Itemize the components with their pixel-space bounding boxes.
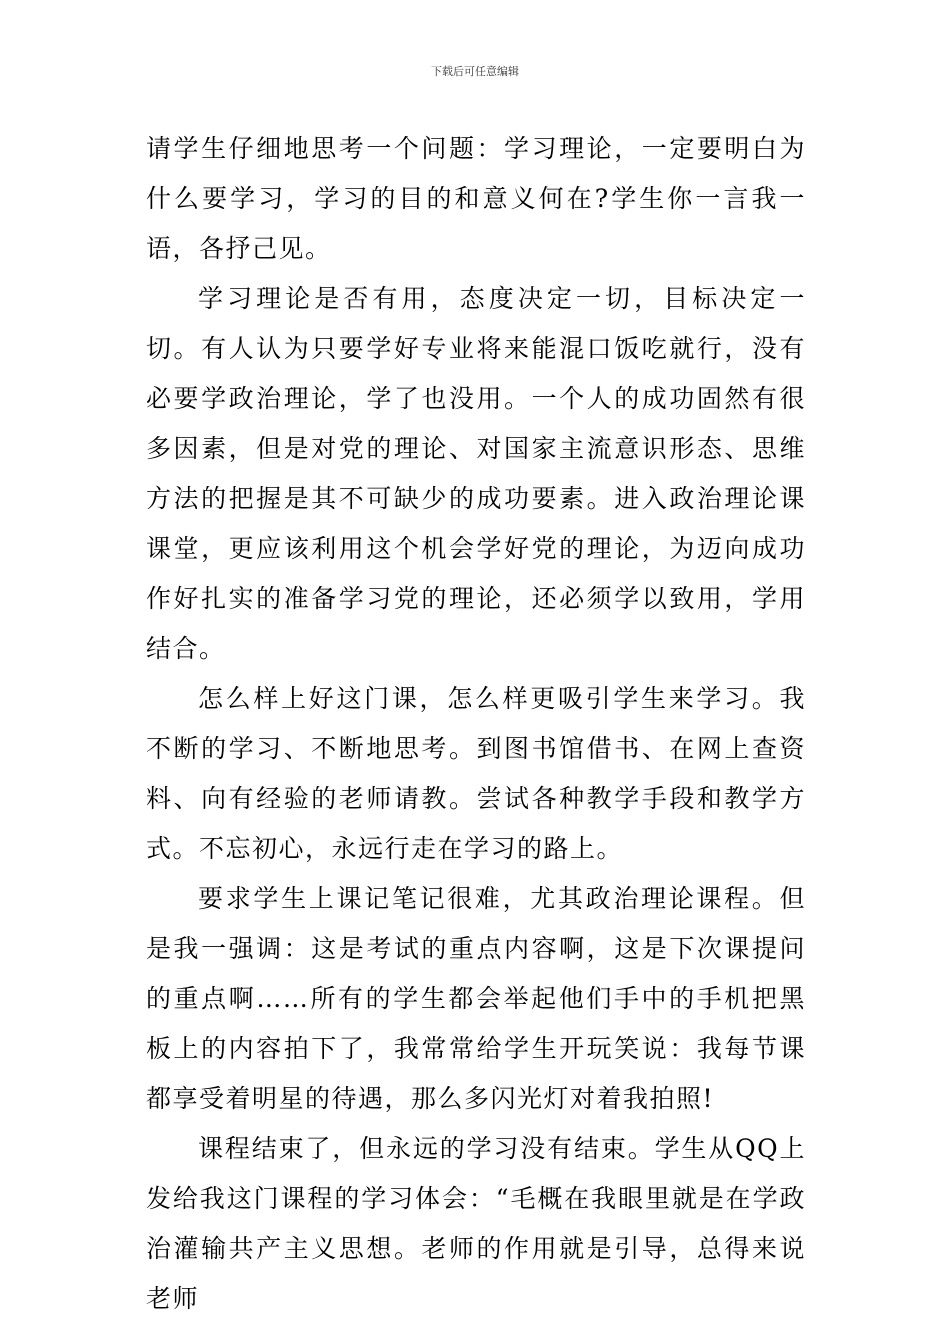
paragraph-2: 学习理论是否有用，态度决定一切，目标决定一切。有人认为只要学好专业将来能混口饭吃就行，没有必要学政治理论，学了也没用。一个人的成功固然有很多因素，但是对党的理论、对国家主流意识形态、思维方法的把握是其不可缺少的成功要素。进入政治理论课课堂，更应该利用这个机会学好党的理论，为迈向成功作好扎实的准备学习党的理论，还必须学以致用，学用结合。 (146, 284, 806, 663)
paragraph-3: 怎么样上好这门课，怎么样更吸引学生来学习。我不断的学习、不断地思考。到图书馆借书、在网上查资料、向有经验的老师请教。尝试各种教学手段和教学方式。不忘初心，永远行走在学习的路上。 (146, 684, 806, 863)
paragraph-1: 请学生仔细地思考一个问题：学习理论，一定要明白为什么要学习，学习的目的和意义何在?学生你一言我一语，各抒己见。 (146, 134, 806, 263)
paragraph-4: 要求学生上课记笔记很难，尤其政治理论课程。但是我一强调：这是考试的重点内容啊，这是下次课提问的重点啊……所有的学生都会举起他们手中的手机把黑板上的内容拍下了，我常常给学生开玩笑说：我每节课都享受着明星的待遇，那么多闪光灯对着我拍照! (146, 884, 806, 1113)
document-body (146, 124, 806, 1324)
page-header: 下载后可任意编辑 (431, 65, 519, 78)
paragraph-5: 课程结束了，但永远的学习没有结束。学生从QQ上发给我这门课程的学习体会：“毛概在我眼里就是在学政治灌输共产主义思想。老师的作用就是引导，总得来说老师 (146, 1134, 806, 1313)
